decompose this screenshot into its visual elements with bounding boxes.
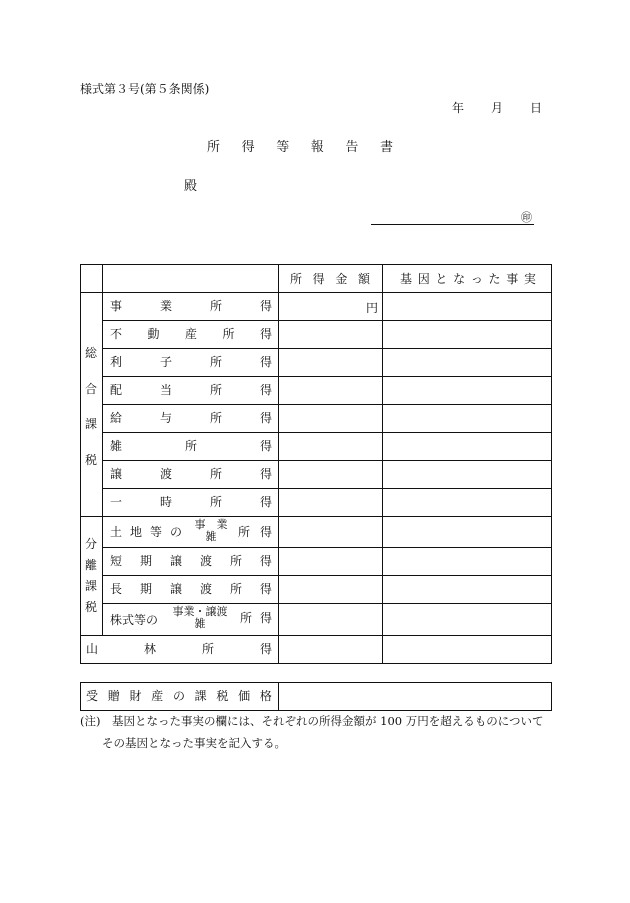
addressee-label: 殿 [184,179,198,194]
date-year-label: 年 [452,101,465,115]
title-char: 告 [345,140,359,155]
row-label-transfer-income: 譲 渡 所 得 [110,467,272,481]
row-label-stock-prefix: 株式等の [110,613,159,627]
group-label-sogo: 総 合 課 税 [84,346,97,467]
date-line [452,99,542,116]
title-char: 報 [310,140,324,155]
title-char: 所 [207,140,221,155]
row-label-business-income: 事 業 所 得 [110,299,272,313]
row-label-occasional-income: 一 時 所 得 [110,495,272,509]
basis-fact-column[interactable] [383,293,551,635]
row-label-land-prefix: 土 地 等 の [110,525,182,539]
title-char: 書 [379,140,393,155]
row-label-misc-income: 雑 所 得 [110,439,272,453]
row-label-short-term-transfer: 短 期 譲 渡 所 得 [110,554,272,568]
row-label-dividend-income: 配 当 所 得 [110,383,272,397]
document-title [207,136,393,155]
form-reference: 様式第３号(第５条関係) [80,82,210,96]
row-label-land-stack: 事 業 雑 [194,518,228,543]
title-char: 等 [276,140,290,155]
row-label-stock-stack: 事業・譲渡 雑 [172,605,228,630]
row-label-interest-income: 利 子 所 得 [110,355,272,369]
note-line-2: その基因となった事実を記入する。 [102,736,286,750]
header-basis-fact: 基 因 と な っ た 事 実 [400,272,536,286]
title-char: 得 [241,140,255,155]
group-label-bunri: 分 離 課 税 [84,537,97,614]
gift-value-input[interactable] [279,683,551,710]
date-month-label: 月 [490,101,503,115]
row-label-long-term-transfer: 長 期 譲 渡 所 得 [110,582,272,596]
income-amount-column[interactable] [279,293,382,635]
row-label-forest-income: 山 林 所 得 [86,642,272,656]
gift-value-label: 受 贈 財 産 の 課 税 価 格 [86,689,272,703]
signature-line[interactable] [371,224,534,225]
currency-unit: 円 [366,301,379,315]
date-day-label: 日 [529,101,542,115]
row-label-real-estate-income: 不 動 産 所 得 [110,327,272,341]
note-line-1: (注) 基因となった事実の欄には、それぞれの所得金額が 100 万円を超えるものについて [80,714,544,728]
seal-mark: ㊞ [521,211,532,224]
row-label-salary-income: 給 与 所 得 [110,411,272,425]
header-income-amount: 所 得 金 額 [290,272,370,286]
row-label-stock-suffix: 所 得 [240,611,272,625]
row-label-land-suffix: 所 得 [238,525,272,539]
